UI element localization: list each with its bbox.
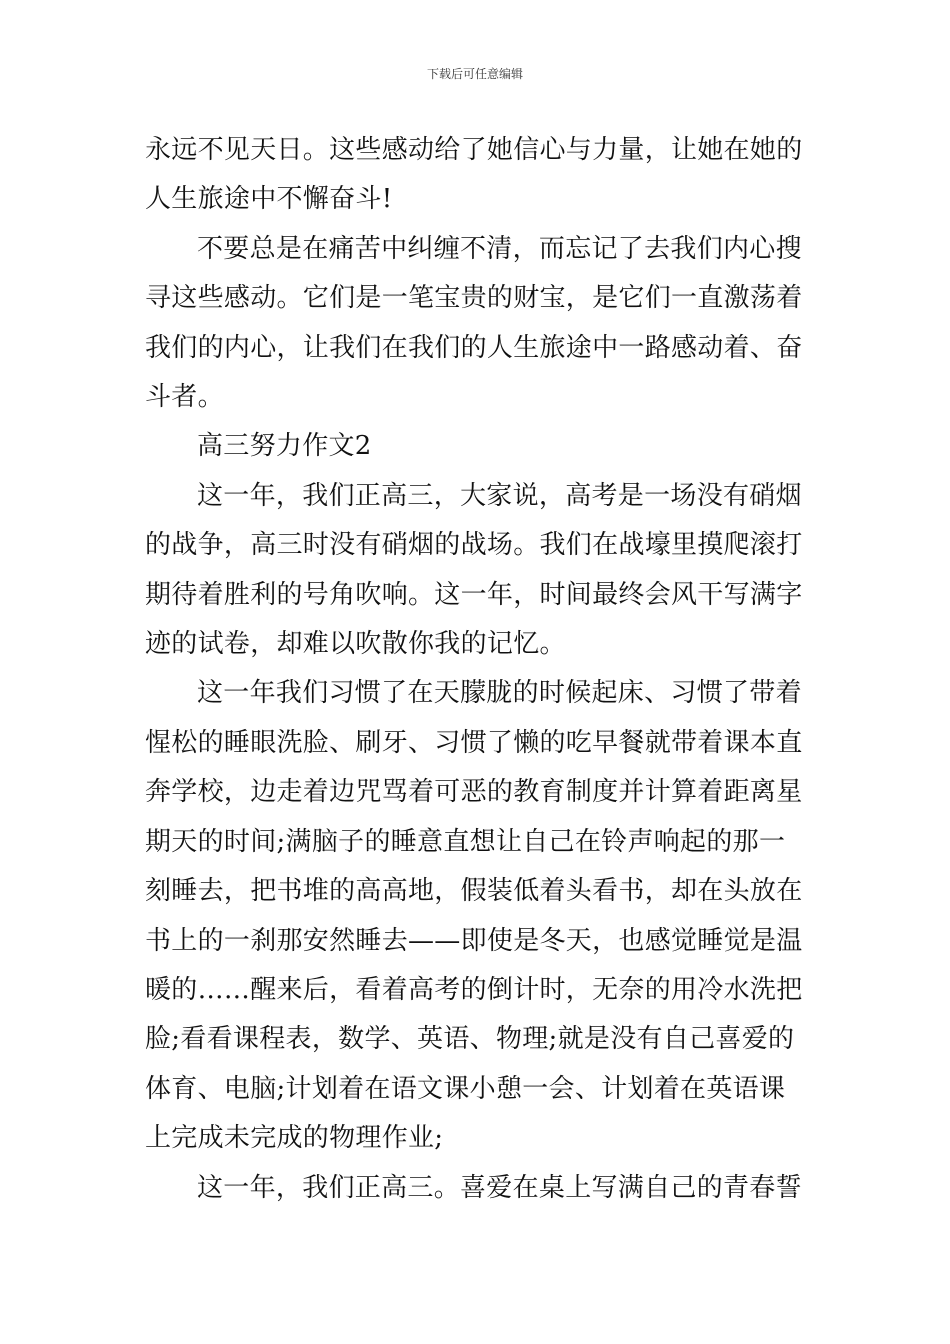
paragraph: 这一年我们习惯了在天朦胧的时候起床、习惯了带着惺松的睡眼洗脸、刷牙、习惯了懒的吃早餐就带着课本直奔学校，边走着边咒骂着可恶的教育制度并计算着距离星期天的时间;满脑子的睡意直想让自己在铃声响起的那一刻睡去，把书堆的高高地，假装低着头看书，却在头放在书上的一刹那安然睡去——即使是冬天，也感觉睡觉是温暖的……醒来后，看着高考的倒计时，无奈的用冷水洗把脸;看看课程表，数学、英语、物理;就是没有自己喜爱的体育、电脑;计划着在语文课小憩一会、计划着在英语课上完成未完成的物理作业;: [145, 678, 803, 1154]
document-body: [145, 126, 810, 1213]
page-header: 下载后可任意编辑: [426, 67, 523, 81]
paragraph: 这一年，我们正高三，大家说，高考是一场没有硝烟的战争，高三时没有硝烟的战场。我们在战壕里摸爬滚打期待着胜利的号角吹响。这一年，时间最终会风干写满字迹的试卷，却难以吹散你我的记忆。: [145, 480, 803, 660]
section-heading: 高三努力作文2: [197, 431, 372, 462]
paragraph: 这一年，我们正高三。喜爱在桌上写满自己的青春誓: [197, 1172, 802, 1203]
paragraph-continued: 永远不见天日。这些感动给了她信心与力量，让她在她的人生旅途中不懈奋斗!: [145, 135, 803, 215]
paragraph: 不要总是在痛苦中纠缠不清，而忘记了去我们内心搜寻这些感动。它们是一笔宝贵的财宝，是它们一直激荡着我们的内心，让我们在我们的人生旅途中一路感动着、奋斗者。: [145, 233, 803, 413]
